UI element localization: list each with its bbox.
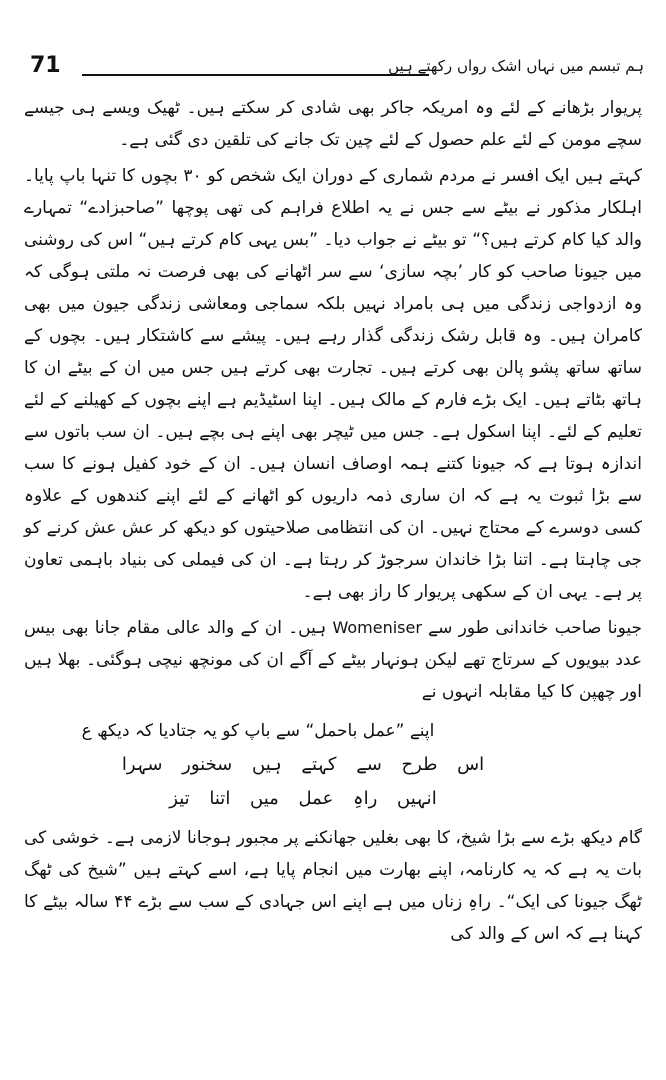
verse-line-1: اس طرح سے کہتے ہیں سخنور سہرا [121, 754, 485, 775]
verse-intro: اپنے ”عمل باحمل“ سے باپ کو یہ جتادیا کہ دیکھ ع [81, 721, 435, 741]
english-term: Womeniser [332, 618, 422, 637]
page-number: 71 [30, 53, 61, 78]
paragraph-2: کہتے ہیں ایک افسر نے مردم شماری کے دوران ایک شخص کو ۳۰ بچوں کا تنہا باپ پایا۔ اہلکار مذکور نے بیٹے سے جس نے یہ اطلاع فراہم کی تھی پوچھا ”صاحبزادے“ تمہارے والد کیا کام کرتے ہیں؟“ تو بیٹے نے جواب دیا۔ ”بس یہی کام کرتے ہیں“ اس کی روشنی میں جیونا صاحب کو کار ’بچہ سازی‘ سے سر اٹھانے کی بھی فرصت نہ ملتی ہوگی کہ وہ ازدواجی زندگی میں ہی بامراد نہیں بلکہ سماجی ومعاشی زندگی جیون میں بھی کامران ہیں۔ وہ قابل رشک زندگی گذار رہے ہیں۔ پیشے سے کاشتکار ہیں۔ بچوں کے ساتھ ساتھ پشو پالن بھی کرتے ہیں۔ تجارت بھی کرتے ہیں جس میں ان کے بیٹے ان کا ہاتھ بٹاتے ہیں۔ ایک بڑے فارم کے مالک ہیں۔ اپنا اسٹیڈیم ہے اپنے بچوں کے کھیلنے کے لئے تعلیم کے لئے۔ اپنا اسکول ہے۔ جس میں ٹیچر بھی اپنے ہی بچے ہیں۔ ان سب باتوں سے اندازہ ہوتا ہے کہ جیونا کتنے ہمہ اوصاف انسان ہیں۔ ان کے خود کفیل ہونے کا سب سے بڑا ثبوت یہ ہے کہ ان ساری ذمہ داریوں کو اٹھانے کے لئے اپنے کندھوں کے علاوہ کسی دوسرے کے محتاج نہیں۔ ان کی انتظامی صلاحیتوں کو دیکھ کر عش عش کرنے کو جی چاہتا ہے۔ اتنا بڑا خاندان سرجوڑ کر رہتا ہے۔ ان کی فیملی کی بنیاد باہمی تعاون پر ہے۔ یہی ان کے سکھی پریوار کا راز بھی ہے۔ [24, 166, 642, 602]
paragraph-3-text-start: جیونا صاحب خاندانی طور سے [428, 618, 642, 638]
page-body [24, 92, 642, 954]
paragraph-3-text-end: ہیں۔ ان کے والد عالی مقام جانا بھی بیس عدد بیویوں کے سرتاج تھے لیکن ہونہار بیٹے کے آگے ان کی مونچھ نیچی ہوگئی۔ بھلا ہیں اور چھپن کا کیا مقابلہ انہوں نے [24, 618, 642, 702]
running-title: ہم تبسم میں نہاں اشک رواں رکھتے ہیں [388, 57, 644, 75]
verse-block [24, 714, 642, 816]
paragraph-4: گام دیکھ بڑے سے بڑا شیخ، کا بھی بغلیں جھانکنے پر مجبور ہوجانا لازمی ہے۔ خوشی کی بات یہ ہے کہ یہ کارنامہ، اپنے بھارت میں انجام پایا ہے، اسے کہتے ہیں ”شیخ کی ٹھگ ٹھگ جیونا کی ایک“۔ راہِ زناں میں ہے اپنے اس جہادی کے سب سے بڑے ۴۴ سالہ بیٹے کا کہنا ہے کہ اس کے والد کی [24, 828, 642, 944]
verse-line-2: انہیں راہِ عمل میں اتنا تیز [169, 788, 437, 809]
paragraph-3 [24, 612, 642, 708]
header-rule [82, 74, 429, 76]
paragraph-1: پریوار بڑھانے کے لئے وہ امریکہ جاکر بھی شادی کر سکتے ہیں۔ ٹھیک ویسے ہی جیسے سچے مومن کے لئے علم حصول کے لئے چین تک جانے کی تلقین دی گئی ہے۔ [24, 98, 642, 150]
page-header [30, 52, 644, 88]
